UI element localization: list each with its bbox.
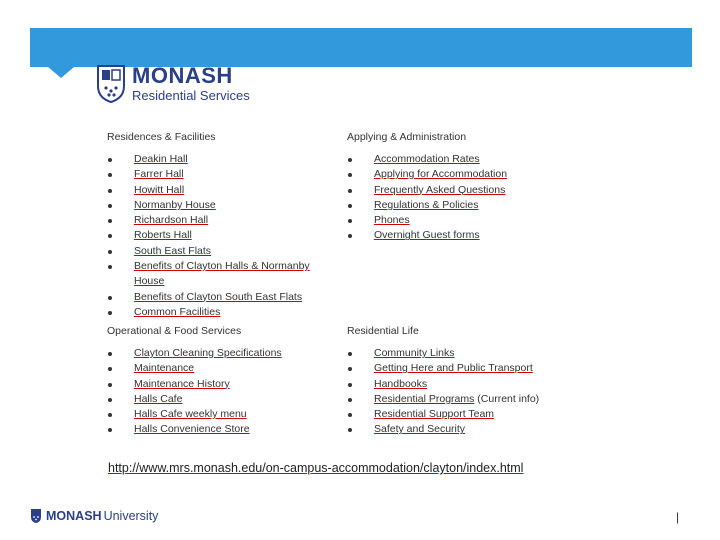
section-residences-facilities	[107, 130, 337, 320]
list-item	[107, 290, 317, 305]
link-cleaning-specifications[interactable]: Clayton Cleaning Specifications	[134, 347, 282, 359]
list-item	[107, 377, 337, 392]
list-item	[347, 361, 577, 376]
brand-name: MONASH	[132, 63, 233, 88]
footer-brand-name: MONASH	[46, 509, 102, 523]
section-heading: Residences & Facilities	[107, 131, 216, 143]
link-overnight-guest-forms[interactable]: Overnight Guest forms	[374, 229, 480, 242]
list-item	[107, 198, 317, 213]
brand-subtitle: Residential Services	[132, 88, 250, 103]
link-deakin-hall[interactable]: Deakin Hall	[134, 153, 188, 165]
link-maintenance-history[interactable]: Maintenance History	[134, 377, 230, 390]
link-residential-support-team[interactable]: Residential Support Team	[374, 408, 495, 421]
section-heading: Residential Life	[347, 325, 419, 337]
link-benefits-south-east-flats[interactable]: Benefits of Clayton South East Flats	[134, 290, 303, 303]
list-item	[107, 361, 337, 376]
list-item	[347, 183, 577, 198]
link-howitt-hall[interactable]: Howitt Hall	[134, 183, 185, 196]
link-list	[347, 346, 577, 438]
list-item	[347, 392, 577, 407]
list-item	[107, 346, 337, 361]
link-faq[interactable]: Frequently Asked Questions	[374, 183, 506, 196]
list-item	[347, 213, 577, 228]
current-info-note: (Current info)	[474, 392, 540, 405]
link-list	[107, 152, 317, 320]
list-item	[347, 228, 577, 243]
list-item	[347, 152, 577, 167]
section-applying-administration	[347, 130, 577, 244]
footer-brand-sub: University	[103, 509, 159, 523]
list-item	[107, 259, 317, 290]
link-halls-cafe-menu[interactable]: Halls Cafe weekly menu	[134, 408, 247, 421]
monash-shield-icon	[96, 64, 126, 104]
list-item	[107, 392, 337, 407]
link-getting-here[interactable]: Getting Here and Public Transport	[374, 362, 533, 375]
link-normanby-house[interactable]: Normanby House	[134, 198, 216, 211]
section-heading: Operational & Food Services	[107, 325, 242, 337]
top-banner	[30, 28, 692, 67]
link-halls-cafe[interactable]: Halls Cafe	[134, 392, 183, 405]
list-item	[107, 305, 317, 320]
list-item	[107, 244, 317, 259]
section-residential-life	[347, 324, 577, 438]
link-common-facilities[interactable]: Common Facilities	[134, 305, 221, 318]
link-farrer-hall[interactable]: Farrer Hall	[134, 168, 184, 181]
list-item	[107, 407, 337, 422]
link-safety-security[interactable]: Safety and Security	[374, 423, 466, 436]
list-item	[347, 346, 577, 361]
monash-university-logo	[30, 508, 158, 524]
list-item	[347, 422, 577, 437]
list-item	[107, 213, 317, 228]
section-operational-food-services	[107, 324, 337, 438]
monash-residential-logo	[96, 64, 250, 104]
list-item	[107, 183, 317, 198]
section-heading: Applying & Administration	[347, 131, 467, 143]
list-item	[107, 152, 317, 167]
monash-shield-icon	[30, 508, 42, 524]
link-phones[interactable]: Phones	[374, 214, 410, 227]
page-number: |	[676, 510, 680, 524]
list-item	[347, 198, 577, 213]
link-south-east-flats[interactable]: South East Flats	[134, 244, 212, 257]
link-applying-accommodation[interactable]: Applying for Accommodation	[374, 168, 508, 181]
link-roberts-hall[interactable]: Roberts Hall	[134, 229, 192, 242]
link-handbooks[interactable]: Handbooks	[374, 377, 428, 390]
list-item	[347, 377, 577, 392]
source-url-link[interactable]: http://www.mrs.monash.edu/on-campus-accommodation/clayton/index.html	[108, 461, 524, 475]
banner-notch	[48, 67, 74, 78]
list-item	[107, 167, 317, 182]
link-residential-programs[interactable]: Residential Programs	[374, 392, 475, 405]
link-regulations-policies[interactable]: Regulations & Policies	[374, 198, 479, 211]
list-item	[107, 228, 317, 243]
link-benefits-clayton-halls[interactable]: Benefits of Clayton Halls & Normanby House	[134, 260, 310, 288]
link-list	[347, 152, 577, 244]
link-list	[107, 346, 337, 438]
link-community-links[interactable]: Community Links	[374, 347, 455, 359]
list-item	[347, 407, 577, 422]
link-richardson-hall[interactable]: Richardson Hall	[134, 214, 209, 227]
link-maintenance[interactable]: Maintenance	[134, 362, 195, 375]
link-accommodation-rates[interactable]: Accommodation Rates	[374, 153, 480, 165]
list-item	[107, 422, 337, 437]
list-item	[347, 167, 577, 182]
link-halls-convenience-store[interactable]: Halls Convenience Store	[134, 423, 250, 436]
